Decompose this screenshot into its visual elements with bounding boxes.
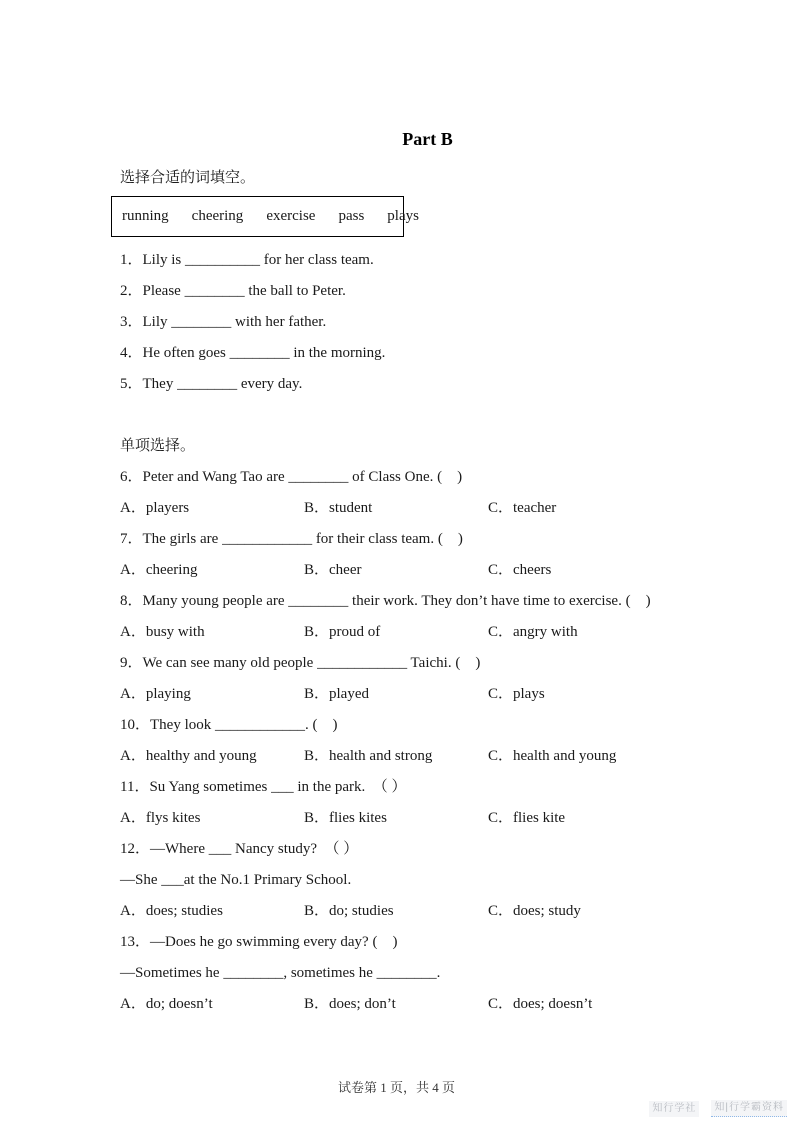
option-b: B．flies kites xyxy=(304,810,387,826)
word-bank-item: pass xyxy=(338,208,365,224)
option-a: A．playing xyxy=(120,686,191,702)
option-a: A．players xyxy=(120,500,190,516)
mc-question-12 xyxy=(120,834,735,865)
question-stem: The girls are ____________ for their class team. ( ) xyxy=(142,531,463,547)
mc-question-6 xyxy=(120,462,735,493)
option-c: C．does; study xyxy=(488,903,581,919)
question-number: 9． xyxy=(120,655,143,671)
question-stem: Many young people are ________ their work. They don’t have time to exercise. ( ) xyxy=(142,593,651,609)
option-b: B．student xyxy=(304,500,373,516)
option-c: C．flies kite xyxy=(488,810,566,826)
question-text: Lily is __________ for her class team. xyxy=(142,252,374,268)
question-text: He often goes ________ in the morning. xyxy=(142,345,386,361)
fill-question-4 xyxy=(120,338,735,369)
fill-question-5 xyxy=(120,369,735,400)
watermark-left-badge: 知行学社 xyxy=(649,1101,699,1117)
question-text: They ________ every day. xyxy=(142,376,303,392)
question-text: Please ________ the ball to Peter. xyxy=(142,283,346,299)
word-bank-item: plays xyxy=(387,208,419,224)
option-c: C．does; doesn’t xyxy=(488,996,593,1012)
question-stem: —Does he go swimming every day? ( ) xyxy=(150,934,398,950)
mc-question-12-line2: —She ___at the No.1 Primary School. xyxy=(120,872,352,888)
question-number: 3． xyxy=(120,314,143,330)
question-stem: We can see many old people ____________ Taichi. ( ) xyxy=(142,655,481,671)
question-number: 12． xyxy=(120,841,151,857)
option-b: B．does; don’t xyxy=(304,996,396,1012)
option-c: C．health and young xyxy=(488,748,617,764)
mc-question-10 xyxy=(120,710,735,741)
option-c: C．cheers xyxy=(488,562,552,578)
option-b: B．health and strong xyxy=(304,748,433,764)
fill-question-1 xyxy=(120,245,735,276)
mc-question-13-line2: —Sometimes he ________, sometimes he ________. xyxy=(120,965,441,981)
watermark-right-badge: 知|行学霸资料 xyxy=(711,1100,787,1117)
page-title: Part B xyxy=(402,129,453,149)
option-c: C．teacher xyxy=(488,500,557,516)
question-stem: —Where ___ Nancy study? （ ） xyxy=(150,841,359,857)
option-b: B．cheer xyxy=(304,562,362,578)
section2-instruction: 单项选择。 xyxy=(120,438,196,454)
question-number: 6． xyxy=(120,469,143,485)
option-a: A．flys kites xyxy=(120,810,201,826)
question-stem: They look ____________. ( ) xyxy=(150,717,338,733)
question-number: 13． xyxy=(120,934,151,950)
worksheet-content xyxy=(120,127,735,1020)
option-b: B．do; studies xyxy=(304,903,394,919)
option-b: B．proud of xyxy=(304,624,381,640)
section1-instruction: 选择合适的词填空。 xyxy=(120,170,256,186)
mc-question-13 xyxy=(120,927,735,958)
options-row-13 xyxy=(120,989,735,1020)
option-c: C．plays xyxy=(488,686,545,702)
mc-question-8 xyxy=(120,586,735,617)
fill-question-3 xyxy=(120,307,735,338)
option-a: A．busy with xyxy=(120,624,205,640)
options-row-10 xyxy=(120,741,735,772)
options-row-12 xyxy=(120,896,735,927)
option-a: A．cheering xyxy=(120,562,198,578)
question-stem: Peter and Wang Tao are ________ of Class One. ( ) xyxy=(142,469,463,485)
option-a: A．does; studies xyxy=(120,903,223,919)
word-bank xyxy=(111,196,419,237)
option-c: C．angry with xyxy=(488,624,578,640)
question-number: 2． xyxy=(120,283,143,299)
page-footer: 试卷第 1 页，共 4 页 xyxy=(337,1080,455,1095)
options-row-8 xyxy=(120,617,735,648)
question-number: 8． xyxy=(120,593,143,609)
question-text: Lily ________ with her father. xyxy=(142,314,327,330)
watermark xyxy=(649,1100,787,1117)
option-a: A．healthy and young xyxy=(120,748,257,764)
word-bank-item: cheering xyxy=(191,208,244,224)
fill-question-2 xyxy=(120,276,735,307)
question-number: 7． xyxy=(120,531,143,547)
word-bank-item: exercise xyxy=(266,208,316,224)
mc-question-7 xyxy=(120,524,735,555)
options-row-11 xyxy=(120,803,735,834)
question-number: 10． xyxy=(120,717,151,733)
options-row-7 xyxy=(120,555,735,586)
mc-question-11 xyxy=(120,772,735,803)
option-a: A．do; doesn’t xyxy=(120,996,213,1012)
question-number: 4． xyxy=(120,345,143,361)
section-spacer xyxy=(120,400,735,431)
question-number: 1． xyxy=(120,252,143,268)
option-b: B．played xyxy=(304,686,369,702)
options-row-6 xyxy=(120,493,735,524)
question-stem: Su Yang sometimes ___ in the park. （ ） xyxy=(149,779,407,795)
options-row-9 xyxy=(120,679,735,710)
word-bank-item: running xyxy=(122,208,169,224)
question-number: 5． xyxy=(120,376,143,392)
question-number: 11． xyxy=(120,779,150,795)
mc-question-9 xyxy=(120,648,735,679)
